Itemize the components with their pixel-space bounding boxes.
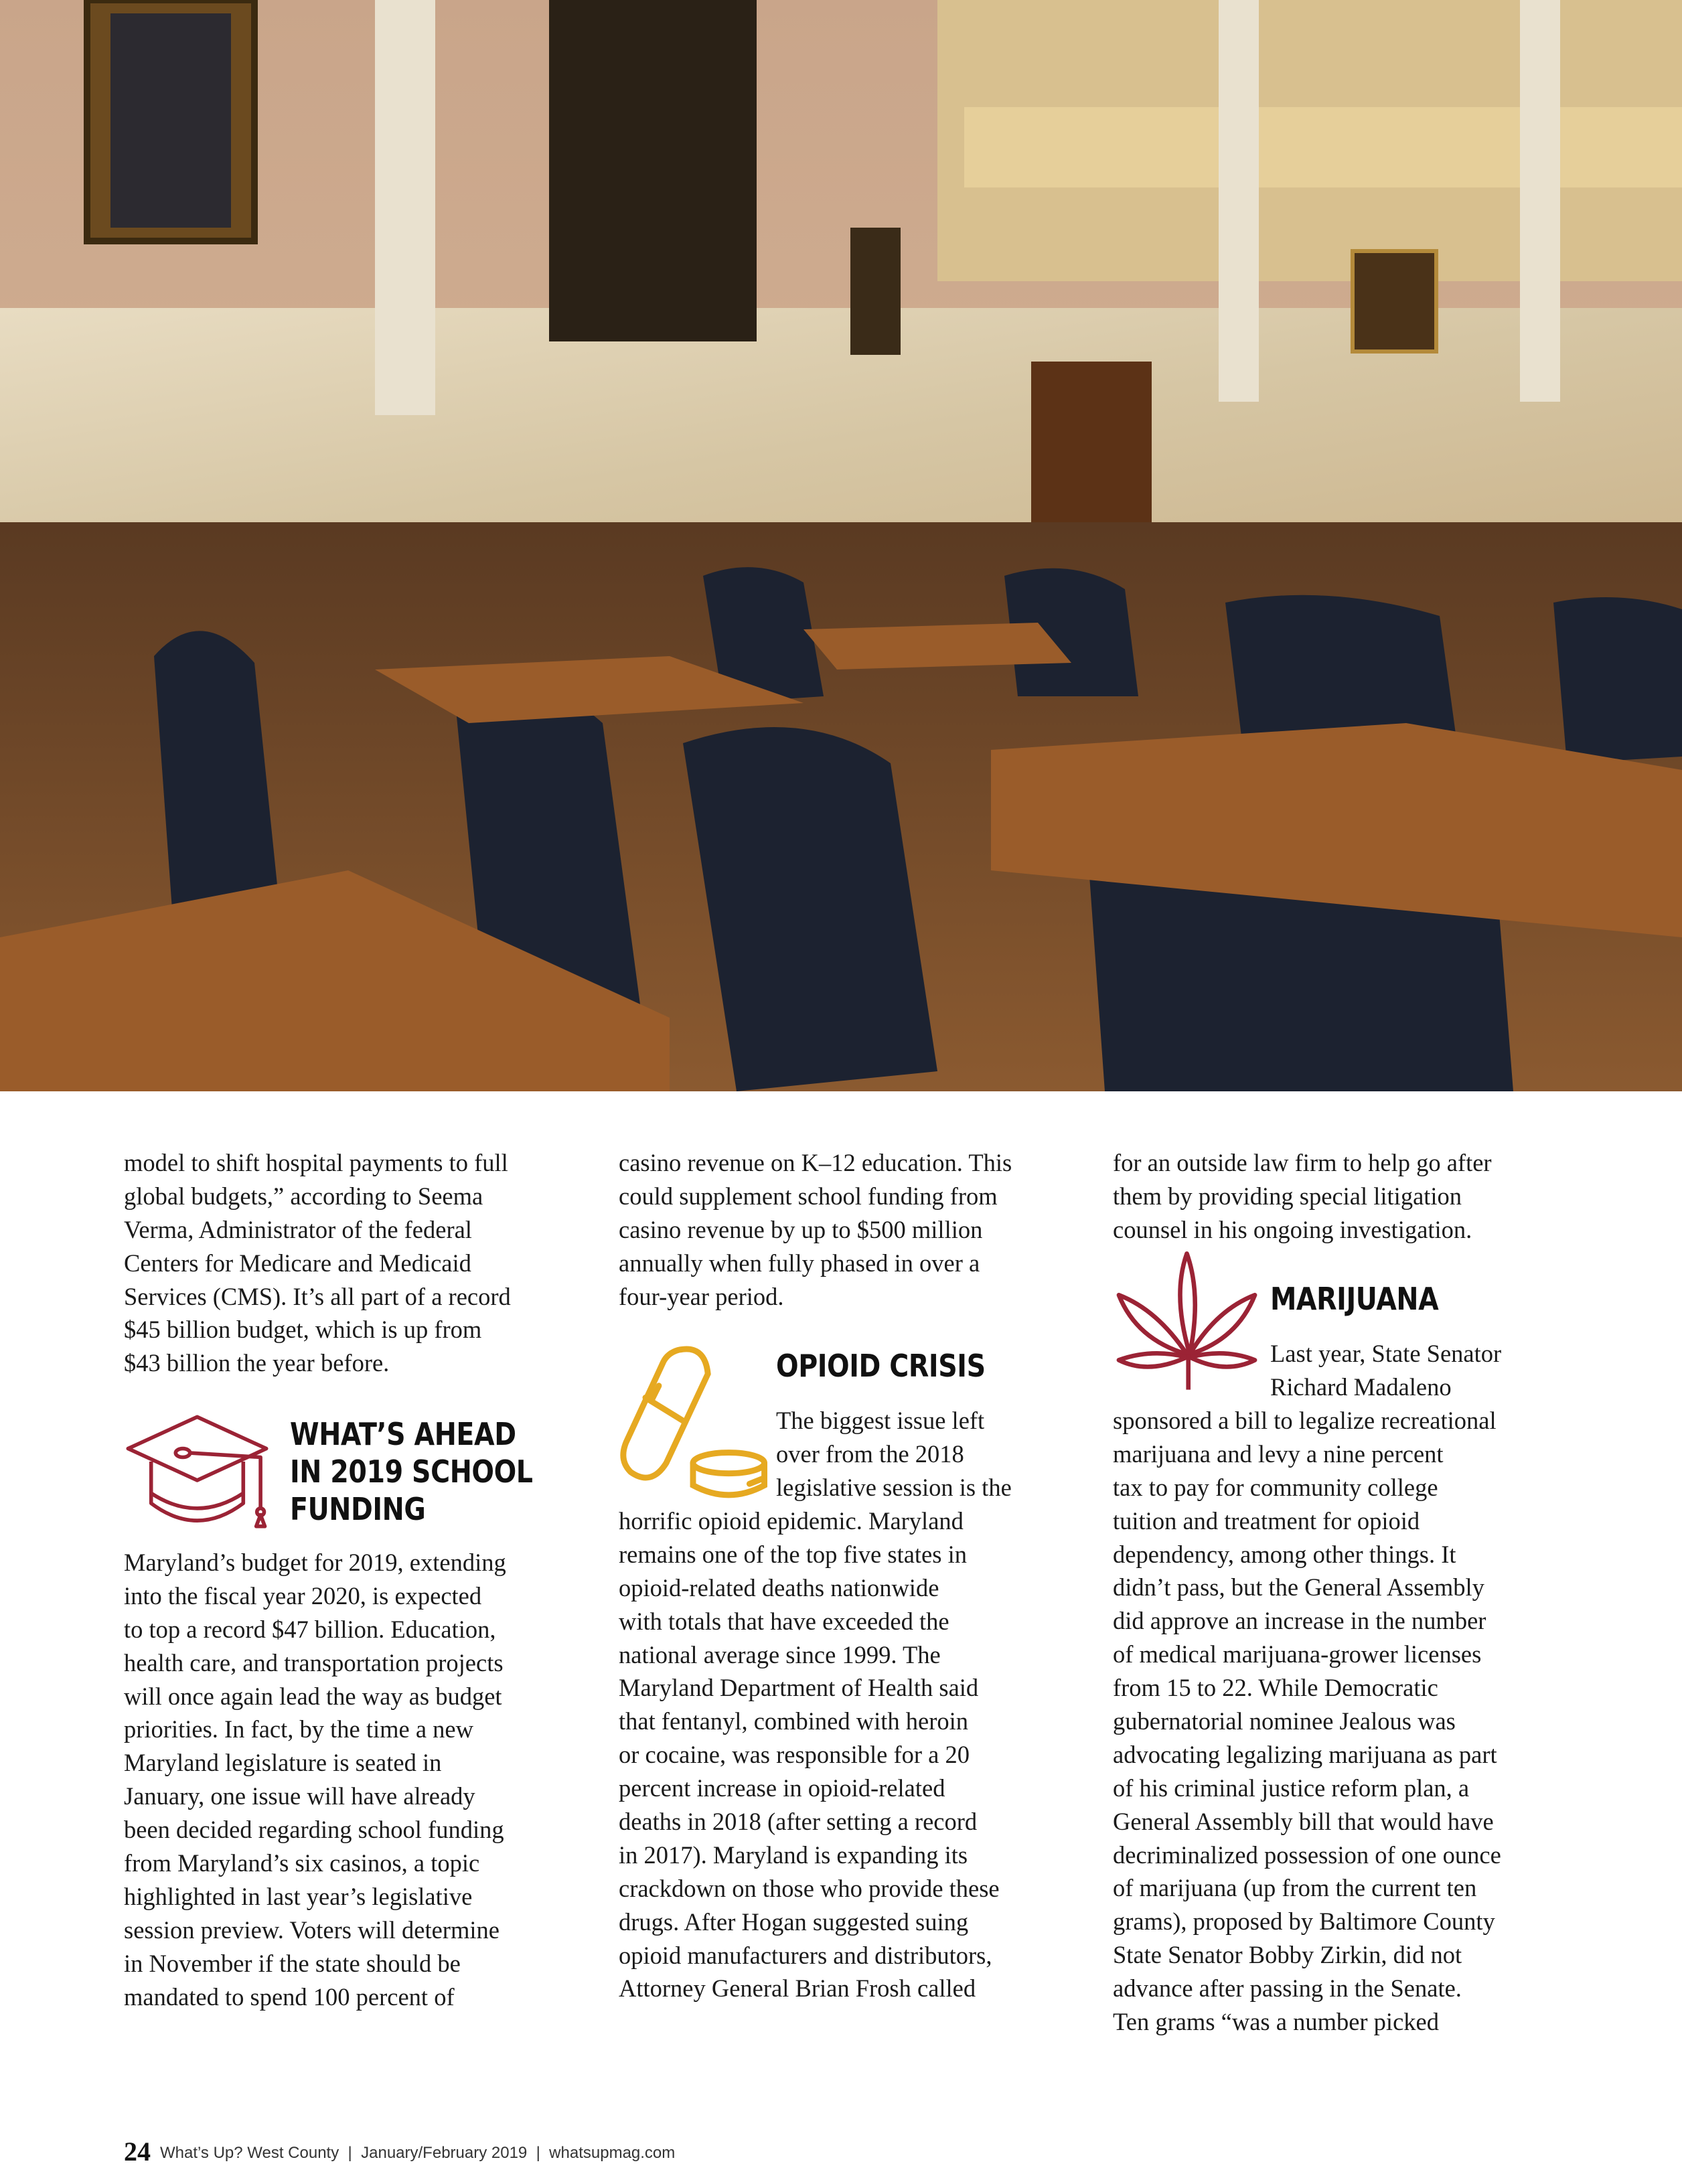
text-line: model to shift hospital payments to full bbox=[124, 1149, 508, 1176]
text-line: of medical marijuana-grower licenses bbox=[1113, 1640, 1482, 1668]
text-line: $43 billion the year before. bbox=[124, 1349, 390, 1377]
cannabis-leaf-icon bbox=[1113, 1251, 1261, 1393]
text-line: tuition and treatment for opioid bbox=[1113, 1506, 1420, 1535]
text-line: sponsored a bill to legalize recreational bbox=[1113, 1407, 1497, 1434]
col2-paragraph-2-intro bbox=[776, 1404, 1012, 1504]
text-line: didn’t pass, but the General Assembly bbox=[1113, 1573, 1484, 1602]
text-line: that fentanyl, combined with heroin bbox=[619, 1707, 969, 1735]
text-line: did approve an increase in the number bbox=[1113, 1607, 1486, 1635]
text-line: Services (CMS). It’s all part of a record bbox=[124, 1282, 511, 1310]
col1-paragraph-1 bbox=[124, 1146, 511, 1380]
text-line: Richard Madaleno bbox=[1270, 1373, 1452, 1401]
text-line: from 15 to 22. While Democratic bbox=[1113, 1674, 1438, 1702]
text-line: OPIOID CRISIS bbox=[776, 1348, 986, 1384]
text-line: Maryland Department of Health said bbox=[619, 1674, 979, 1702]
text-line: FUNDING bbox=[290, 1491, 426, 1527]
text-line: Ten grams “was a number picked bbox=[1113, 2008, 1439, 2036]
text-line: opioid manufacturers and distributors, bbox=[619, 1941, 992, 1969]
col3-paragraph-2 bbox=[1113, 1404, 1501, 2039]
legislative-chamber-photo bbox=[0, 0, 1682, 1091]
text-line: of his criminal justice reform plan, a bbox=[1113, 1774, 1470, 1802]
text-line: will once again lead the way as budget bbox=[124, 1682, 502, 1710]
text-line: or cocaine, was responsible for a 20 bbox=[619, 1741, 970, 1769]
text-line: casino revenue by up to $500 million bbox=[619, 1215, 983, 1243]
text-line: Maryland’s budget for 2019, extending bbox=[124, 1549, 506, 1576]
text-line: Centers for Medicare and Medicaid bbox=[124, 1249, 471, 1277]
text-line: could supplement school funding from bbox=[619, 1182, 998, 1210]
text-line: four-year period. bbox=[619, 1282, 784, 1310]
text-line: dependency, among other things. It bbox=[1113, 1540, 1456, 1568]
text-line: WHAT’S AHEAD bbox=[290, 1416, 516, 1452]
text-line: national average since 1999. The bbox=[619, 1640, 941, 1668]
doorway bbox=[1031, 362, 1152, 536]
text-line: State Senator Bobby Zirkin, did not bbox=[1113, 1941, 1462, 1969]
vote-board bbox=[549, 0, 757, 341]
text-line: drugs. After Hogan suggested suing bbox=[619, 1907, 969, 1936]
text-line: of marijuana (up from the current ten bbox=[1113, 1874, 1477, 1902]
text-line: crackdown on those who provide these bbox=[619, 1874, 1000, 1902]
footer-publication-info: What’s Up? West County | January/February 2019 | whatsupmag.com bbox=[160, 2144, 676, 2162]
col2-paragraph-1 bbox=[619, 1146, 1012, 1313]
text-line: tax to pay for community college bbox=[1113, 1473, 1438, 1501]
text-line: percent increase in opioid-related bbox=[619, 1774, 945, 1802]
text-line: $45 billion budget, which is up from bbox=[124, 1316, 482, 1344]
text-line: decriminalized possession of one ounce bbox=[1113, 1841, 1501, 1869]
page-footer bbox=[124, 2136, 675, 2167]
text-line: been decided regarding school funding bbox=[124, 1816, 504, 1844]
text-line: remains one of the top five states in bbox=[619, 1540, 967, 1568]
text-line: legislative session is the bbox=[776, 1473, 1012, 1501]
text-line: highlighted in last year’s legislative bbox=[124, 1882, 473, 1910]
text-line: January, one issue will have already bbox=[124, 1782, 475, 1810]
text-line: health care, and transportation projects bbox=[124, 1648, 504, 1676]
text-line: marijuana and levy a nine percent bbox=[1113, 1439, 1444, 1468]
text-line: to top a record $47 billion. Education, bbox=[124, 1615, 496, 1643]
text-line: over from the 2018 bbox=[776, 1439, 964, 1468]
text-line: Verma, Administrator of the federal bbox=[124, 1215, 472, 1243]
text-line: from Maryland’s six casinos, a topic bbox=[124, 1849, 480, 1877]
text-line: session preview. Voters will determine bbox=[124, 1916, 500, 1944]
text-line: deaths in 2018 (after setting a record bbox=[619, 1808, 978, 1836]
col2-paragraph-2 bbox=[619, 1504, 1000, 2005]
text-line: Maryland legislature is seated in bbox=[124, 1749, 442, 1777]
col3-paragraph-2-intro bbox=[1270, 1337, 1501, 1404]
text-line: grams), proposed by Baltimore County bbox=[1113, 1907, 1495, 1936]
text-line: gubernatorial nominee Jealous was bbox=[1113, 1707, 1456, 1735]
text-line: horrific opioid epidemic. Maryland bbox=[619, 1507, 964, 1535]
text-line: opioid-related deaths nationwide bbox=[619, 1573, 939, 1602]
text-line: annually when fully phased in over a bbox=[619, 1249, 980, 1277]
text-line: MARIJUANA bbox=[1270, 1281, 1439, 1317]
text-line: them by providing special litigation bbox=[1113, 1182, 1462, 1210]
text-line: priorities. In fact, by the time a new bbox=[124, 1715, 473, 1743]
text-line: The biggest issue left bbox=[776, 1407, 985, 1434]
heading-opioid-crisis bbox=[776, 1347, 986, 1385]
text-line: with totals that have exceeded the bbox=[619, 1607, 949, 1635]
text-line: in 2017). Maryland is expanding its bbox=[619, 1841, 968, 1869]
text-line: mandated to spend 100 percent of bbox=[124, 1982, 455, 2011]
heading-marijuana bbox=[1270, 1280, 1438, 1318]
col1-paragraph-2 bbox=[124, 1546, 506, 2013]
text-line: counsel in his ongoing investigation. bbox=[1113, 1215, 1472, 1243]
text-line: advocating legalizing marijuana as part bbox=[1113, 1740, 1497, 1768]
text-line: for an outside law firm to help go after bbox=[1113, 1149, 1492, 1176]
page-number: 24 bbox=[124, 2136, 151, 2167]
text-line: IN 2019 SCHOOL bbox=[290, 1454, 533, 1490]
text-line: Attorney General Brian Frosh called bbox=[619, 1974, 976, 2003]
text-line: General Assembly bill that would have bbox=[1113, 1807, 1494, 1835]
text-line: Last year, State Senator bbox=[1270, 1340, 1502, 1367]
text-line: into the fiscal year 2020, is expected bbox=[124, 1581, 482, 1610]
heading-school-funding bbox=[290, 1415, 533, 1528]
text-line: casino revenue on K–12 education. This bbox=[619, 1149, 1012, 1176]
graduation-cap-icon bbox=[125, 1414, 269, 1529]
pill-icon bbox=[619, 1341, 767, 1502]
col3-paragraph-1 bbox=[1113, 1146, 1492, 1247]
text-line: advance after passing in the Senate. bbox=[1113, 1974, 1462, 2003]
text-line: in November if the state should be bbox=[124, 1949, 461, 1977]
text-line: global budgets,” according to Seema bbox=[124, 1182, 483, 1210]
